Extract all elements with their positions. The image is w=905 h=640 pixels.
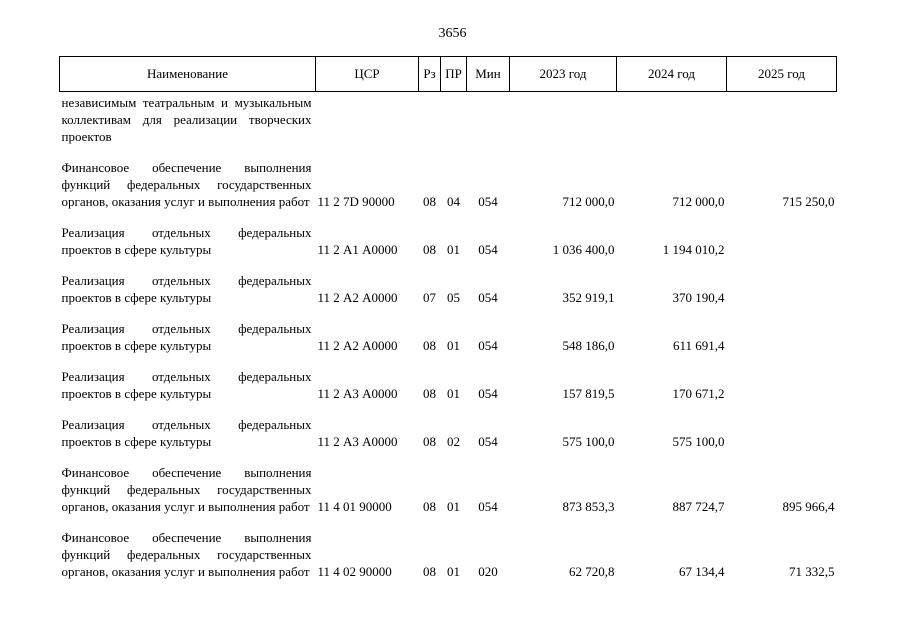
page-number: 3656	[438, 26, 467, 41]
row-2023: 712 000,0	[562, 194, 615, 209]
row-name: Финансовое обеспечение выполнения функций федеральных государственных органов, оказания услуг и выполнения работ	[61, 160, 312, 209]
table-row	[60, 145, 837, 210]
row-pr: 01	[447, 499, 460, 514]
row-rz: 08	[423, 194, 436, 209]
row-2023: 873 853,3	[562, 499, 615, 514]
row-name: Финансовое обеспечение выполнения функций федеральных государственных органов, оказания услуг и выполнения работ	[61, 465, 312, 514]
row-min	[467, 92, 510, 146]
row-min: 054	[478, 194, 498, 209]
row-2025	[727, 210, 837, 258]
row-csr: 11 2 А3 А0000	[317, 434, 398, 449]
row-rz: 07	[423, 290, 436, 305]
row-rz: 08	[423, 499, 436, 514]
table-row	[60, 210, 837, 258]
row-csr: 11 4 01 90000	[317, 499, 392, 514]
budget-table	[59, 56, 837, 580]
row-rz: 08	[423, 338, 436, 353]
row-csr: 11 2 А3 А0000	[317, 386, 398, 401]
row-min: 054	[478, 434, 498, 449]
row-2025	[727, 306, 837, 354]
row-csr: 11 2 7D 90000	[317, 194, 395, 209]
row-2025: 895 966,4	[782, 499, 835, 514]
row-min: 020	[478, 564, 498, 579]
table-row	[60, 402, 837, 450]
header-csr: ЦСР	[316, 57, 419, 92]
row-rz	[419, 92, 441, 146]
row-2024: 887 724,7	[672, 499, 725, 514]
table-row	[60, 92, 837, 146]
row-2023: 157 819,5	[562, 386, 615, 401]
row-2025	[727, 354, 837, 402]
header-row	[60, 57, 837, 92]
row-csr: 11 4 02 90000	[317, 564, 392, 579]
header-2023: 2023 год	[510, 57, 617, 92]
table-header	[60, 57, 837, 92]
row-min: 054	[478, 290, 498, 305]
row-2025	[727, 402, 837, 450]
table-body	[60, 92, 837, 581]
row-2024: 712 000,0	[672, 194, 725, 209]
row-pr: 01	[447, 564, 460, 579]
row-2024: 370 190,4	[672, 290, 725, 305]
row-rz: 08	[423, 242, 436, 257]
row-2023	[510, 92, 617, 146]
row-name: Реализация отдельных федеральных проектов в сфере культуры	[61, 273, 312, 305]
row-name: Финансовое обеспечение выполнения функций федеральных государственных органов, оказания услуг и выполнения работ	[61, 530, 312, 579]
row-2024: 170 671,2	[672, 386, 725, 401]
row-csr: 11 2 А1 А0000	[317, 242, 398, 257]
table-row	[60, 306, 837, 354]
row-2025: 715 250,0	[782, 194, 835, 209]
row-pr: 04	[447, 194, 460, 209]
table-row	[60, 450, 837, 515]
table-row	[60, 258, 837, 306]
header-rz: Рз	[419, 57, 441, 92]
table-row	[60, 515, 837, 580]
row-rz: 08	[423, 434, 436, 449]
table-row	[60, 354, 837, 402]
row-2024	[617, 92, 727, 146]
row-csr: 11 2 А2 А0000	[317, 290, 398, 305]
row-pr: 02	[447, 434, 460, 449]
row-pr: 05	[447, 290, 460, 305]
row-pr: 01	[447, 242, 460, 257]
row-csr: 11 2 А2 А0000	[317, 338, 398, 353]
header-2024: 2024 год	[617, 57, 727, 92]
row-2023: 575 100,0	[562, 434, 615, 449]
row-name: независимым театральным и музыкальным коллективам для реализации творческих проектов	[61, 95, 312, 144]
row-rz: 08	[423, 386, 436, 401]
row-name: Реализация отдельных федеральных проектов в сфере культуры	[61, 225, 312, 257]
row-2024: 67 134,4	[679, 564, 725, 579]
row-csr	[316, 92, 419, 146]
row-name: Реализация отдельных федеральных проектов в сфере культуры	[61, 369, 312, 401]
row-2024: 611 691,4	[672, 338, 725, 353]
row-name: Реализация отдельных федеральных проектов в сфере культуры	[61, 417, 312, 449]
row-2023: 352 919,1	[562, 290, 615, 305]
row-2025	[727, 258, 837, 306]
header-min: Мин	[467, 57, 510, 92]
header-pr: ПР	[441, 57, 467, 92]
row-rz: 08	[423, 564, 436, 579]
header-name: Наименование	[60, 57, 316, 92]
row-2023: 548 186,0	[562, 338, 615, 353]
row-min: 054	[478, 242, 498, 257]
row-2024: 1 194 010,2	[662, 242, 725, 257]
row-pr: 01	[447, 386, 460, 401]
row-name: Реализация отдельных федеральных проектов в сфере культуры	[61, 321, 312, 353]
row-pr: 01	[447, 338, 460, 353]
row-2023: 62 720,8	[569, 564, 615, 579]
row-2023: 1 036 400,0	[552, 242, 615, 257]
row-min: 054	[478, 338, 498, 353]
row-min: 054	[478, 386, 498, 401]
row-2024: 575 100,0	[672, 434, 725, 449]
row-pr	[441, 92, 467, 146]
row-2025	[727, 92, 837, 146]
row-2025: 71 332,5	[789, 564, 835, 579]
row-min: 054	[478, 499, 498, 514]
header-2025: 2025 год	[727, 57, 837, 92]
